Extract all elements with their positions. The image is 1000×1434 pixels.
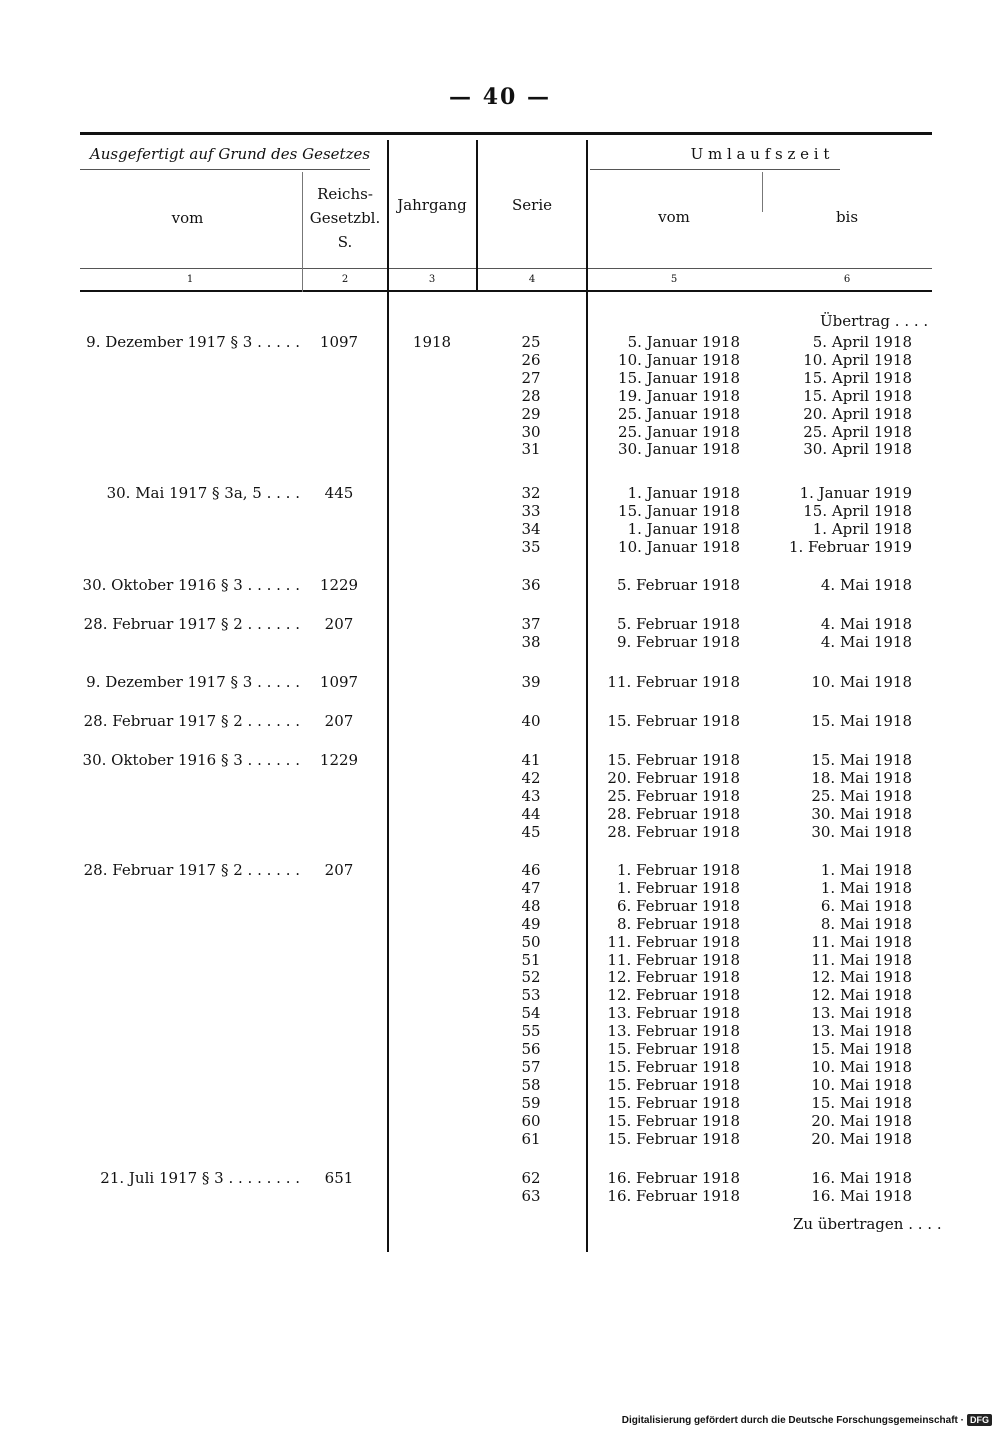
circulation-from: 15. Februar 1918 [607,1111,740,1130]
circulation-to: 4. Mai 1918 [820,632,912,651]
series-number: 28 [521,386,541,405]
series-number: 43 [521,786,541,805]
circulation-from: 11. Februar 1918 [607,932,740,951]
law-reference: 9. Dezember 1917 § 3 . . . . . [86,673,300,691]
circulation-from: 1. Februar 1918 [616,861,740,879]
series-number: 51 [521,950,541,969]
series-number: 60 [521,1111,541,1130]
gazette-page: 1097 [319,673,359,691]
series-number: 55 [521,1022,541,1041]
circulation-to: 30. Mai 1918 [811,804,912,823]
circulation-to: 12. Mai 1918 [811,968,912,987]
series-number: 57 [521,1057,541,1076]
series-number: 40 [521,712,541,730]
series-number: 53 [521,986,541,1005]
law-reference: 30. Oktober 1916 § 3 . . . . . . [82,751,300,769]
circulation-from: 1. Februar 1918 [616,878,740,897]
header-jahrgang: Jahrgang [397,196,467,214]
series-number: 35 [521,537,541,556]
circulation-to: 12. Mai 1918 [811,986,912,1005]
series-number: 34 [521,519,541,538]
circulation-from: 13. Februar 1918 [607,1022,740,1041]
circulation-from: 15. Februar 1918 [607,1093,740,1112]
carry-forward-label: Zu übertragen . . . . [793,1215,942,1233]
column-number-6: 6 [843,274,851,285]
circulation-from: 12. Februar 1918 [607,986,740,1005]
circulation-to: 20. Mai 1918 [811,1111,912,1130]
circulation-to: 1. Januar 1919 [799,484,912,502]
series-number: 36 [521,576,541,594]
header-group-label: Ausgefertigt auf Grund des Gesetzes [89,145,371,163]
series-number: 27 [521,368,541,387]
circulation-to: 13. Mai 1918 [811,1022,912,1041]
column-number-3: 3 [428,274,436,285]
circulation-to: 5. April 1918 [812,333,912,351]
circulation-to: 6. Mai 1918 [820,896,912,915]
circulation-to: 15. Mai 1918 [811,1040,912,1058]
circulation-from: 8. Februar 1918 [616,914,740,933]
series-number: 58 [521,1075,541,1094]
group-header-rule [80,169,370,170]
circulation-from: 15. Januar 1918 [618,368,740,387]
header-umlauf-vom: vom [658,208,690,226]
series-number: 38 [521,632,541,651]
circulation-from: 11. Februar 1918 [607,673,740,691]
circulation-to: 10. Mai 1918 [811,1075,912,1094]
circulation-from: 9. Februar 1918 [616,632,740,651]
law-reference: 9. Dezember 1917 § 3 . . . . . [86,333,300,351]
circulation-to: 20. Mai 1918 [811,1129,912,1148]
circulation-from: 13. Februar 1918 [607,1004,740,1023]
series-number: 49 [521,914,541,933]
header-bottom-rule [80,290,932,292]
series-number: 47 [521,878,541,897]
gazette-page: 445 [324,484,354,502]
law-reference: 30. Oktober 1916 § 3 . . . . . . [82,576,300,594]
circulation-to: 10. April 1918 [803,350,912,369]
circulation-to: 25. April 1918 [803,422,912,441]
circulation-to: 30. Mai 1918 [811,822,912,841]
circulation-to: 15. April 1918 [803,501,912,520]
series-number: 44 [521,804,541,823]
series-number: 31 [521,440,541,459]
circulation-to: 1. Februar 1919 [788,537,912,556]
circulation-to: 4. Mai 1918 [820,576,912,594]
header-umlaufszeit: U m l a u f s z e i t [690,145,830,163]
circulation-to: 13. Mai 1918 [811,1004,912,1023]
col-divider-3 [387,140,389,1252]
circulation-to: 8. Mai 1918 [820,914,912,933]
circulation-to: 16. Mai 1918 [811,1169,912,1187]
circulation-to: 15. April 1918 [803,386,912,405]
column-number-rule [80,268,932,269]
circulation-to: 11. Mai 1918 [811,932,912,951]
law-reference: 28. Februar 1917 § 2 . . . . . . [83,712,300,730]
circulation-from: 6. Februar 1918 [616,896,740,915]
circulation-from: 15. Februar 1918 [607,712,740,730]
series-number: 25 [521,333,541,351]
circulation-from: 1. Januar 1918 [627,519,740,538]
umlauf-header-rule [590,169,840,170]
circulation-from: 12. Februar 1918 [607,968,740,987]
gazette-page: 1097 [319,333,359,351]
circulation-from: 15. Februar 1918 [607,1040,740,1058]
circulation-from: 11. Februar 1918 [607,950,740,969]
series-number: 56 [521,1040,541,1058]
series-number: 63 [521,1186,541,1205]
circulation-from: 19. Januar 1918 [618,386,740,405]
circulation-to: 10. Mai 1918 [811,1057,912,1076]
circulation-from: 10. Januar 1918 [618,537,740,556]
column-number-4: 4 [528,274,536,285]
series-number: 33 [521,501,541,520]
column-number-5: 5 [670,274,678,285]
circulation-to: 20. April 1918 [803,404,912,423]
circulation-from: 15. Februar 1918 [607,1057,740,1076]
circulation-to: 10. Mai 1918 [811,673,912,691]
page-number: — 40 — [449,84,551,110]
circulation-from: 28. Februar 1918 [607,822,740,841]
header-vom: vom [171,209,204,227]
circulation-from: 16. Februar 1918 [607,1186,740,1205]
column-number-1: 1 [186,274,194,285]
circulation-from: 15. Februar 1918 [607,1129,740,1148]
circulation-to: 15. Mai 1918 [811,1093,912,1112]
circulation-to: 15. Mai 1918 [811,751,912,769]
gazette-page: 1229 [319,751,359,769]
circulation-from: 30. Januar 1918 [618,440,740,459]
series-number: 61 [521,1129,541,1148]
circulation-from: 15. Februar 1918 [607,1075,740,1094]
circulation-from: 20. Februar 1918 [607,768,740,787]
series-number: 32 [521,484,541,502]
circulation-from: 15. Januar 1918 [618,501,740,520]
circulation-from: 15. Februar 1918 [607,751,740,769]
series-number: 50 [521,932,541,951]
circulation-to: 16. Mai 1918 [811,1186,912,1205]
circulation-to: 1. April 1918 [812,519,912,538]
series-number: 59 [521,1093,541,1112]
circulation-from: 10. Januar 1918 [618,350,740,369]
law-reference: 28. Februar 1917 § 2 . . . . . . [83,861,300,879]
footer-text: Digitalisierung gefördert durch die Deutsche Forschungsgemeinschaft · [621,1415,964,1426]
circulation-from: 5. Februar 1918 [616,576,740,594]
year-value: 1918 [412,333,452,351]
circulation-to: 1. Mai 1918 [820,878,912,897]
header-serie: Serie [512,196,552,214]
header-umlauf-bis: bis [835,208,859,226]
carried-over-label: Übertrag . . . . [820,312,929,330]
circulation-to: 15. April 1918 [803,368,912,387]
series-number: 52 [521,968,541,987]
circulation-to: 30. April 1918 [803,440,912,459]
gazette-page: 207 [324,861,354,879]
series-number: 42 [521,768,541,787]
circulation-from: 5. Januar 1918 [627,333,740,351]
dfg-logo: DFG [967,1414,992,1426]
circulation-to: 11. Mai 1918 [811,950,912,969]
circulation-to: 18. Mai 1918 [811,768,912,787]
series-number: 37 [521,615,541,633]
circulation-from: 1. Januar 1918 [627,484,740,502]
circulation-from: 25. Januar 1918 [618,422,740,441]
circulation-to: 4. Mai 1918 [820,615,912,633]
col-divider-2 [302,172,303,292]
series-number: 46 [521,861,541,879]
column-number-2: 2 [341,274,349,285]
series-number: 45 [521,822,541,841]
circulation-to: 25. Mai 1918 [811,786,912,805]
circulation-from: 28. Februar 1918 [607,804,740,823]
circulation-to: 15. Mai 1918 [811,712,912,730]
series-number: 26 [521,350,541,369]
circulation-to: 1. Mai 1918 [820,861,912,879]
series-number: 41 [521,751,541,769]
footer-credit [622,1415,992,1426]
gazette-page: 1229 [319,576,359,594]
series-number: 30 [521,422,541,441]
law-reference: 21. Juli 1917 § 3 . . . . . . . . [100,1169,300,1187]
series-number: 48 [521,896,541,915]
circulation-from: 25. Februar 1918 [607,786,740,805]
series-number: 29 [521,404,541,423]
header-reichsgesetzblatt: Reichs- Gesetzbl. S. [309,185,381,251]
circulation-from: 25. Januar 1918 [618,404,740,423]
table-top-rule [80,132,932,135]
circulation-from: 5. Februar 1918 [616,615,740,633]
gazette-page: 207 [324,615,354,633]
series-number: 54 [521,1004,541,1023]
gazette-page: 651 [324,1169,354,1187]
law-reference: 28. Februar 1917 § 2 . . . . . . [83,615,300,633]
law-reference: 30. Mai 1917 § 3a, 5 . . . . [106,484,300,502]
gazette-page: 207 [324,712,354,730]
series-number: 62 [521,1169,541,1187]
series-number: 39 [521,673,541,691]
circulation-from: 16. Februar 1918 [607,1169,740,1187]
